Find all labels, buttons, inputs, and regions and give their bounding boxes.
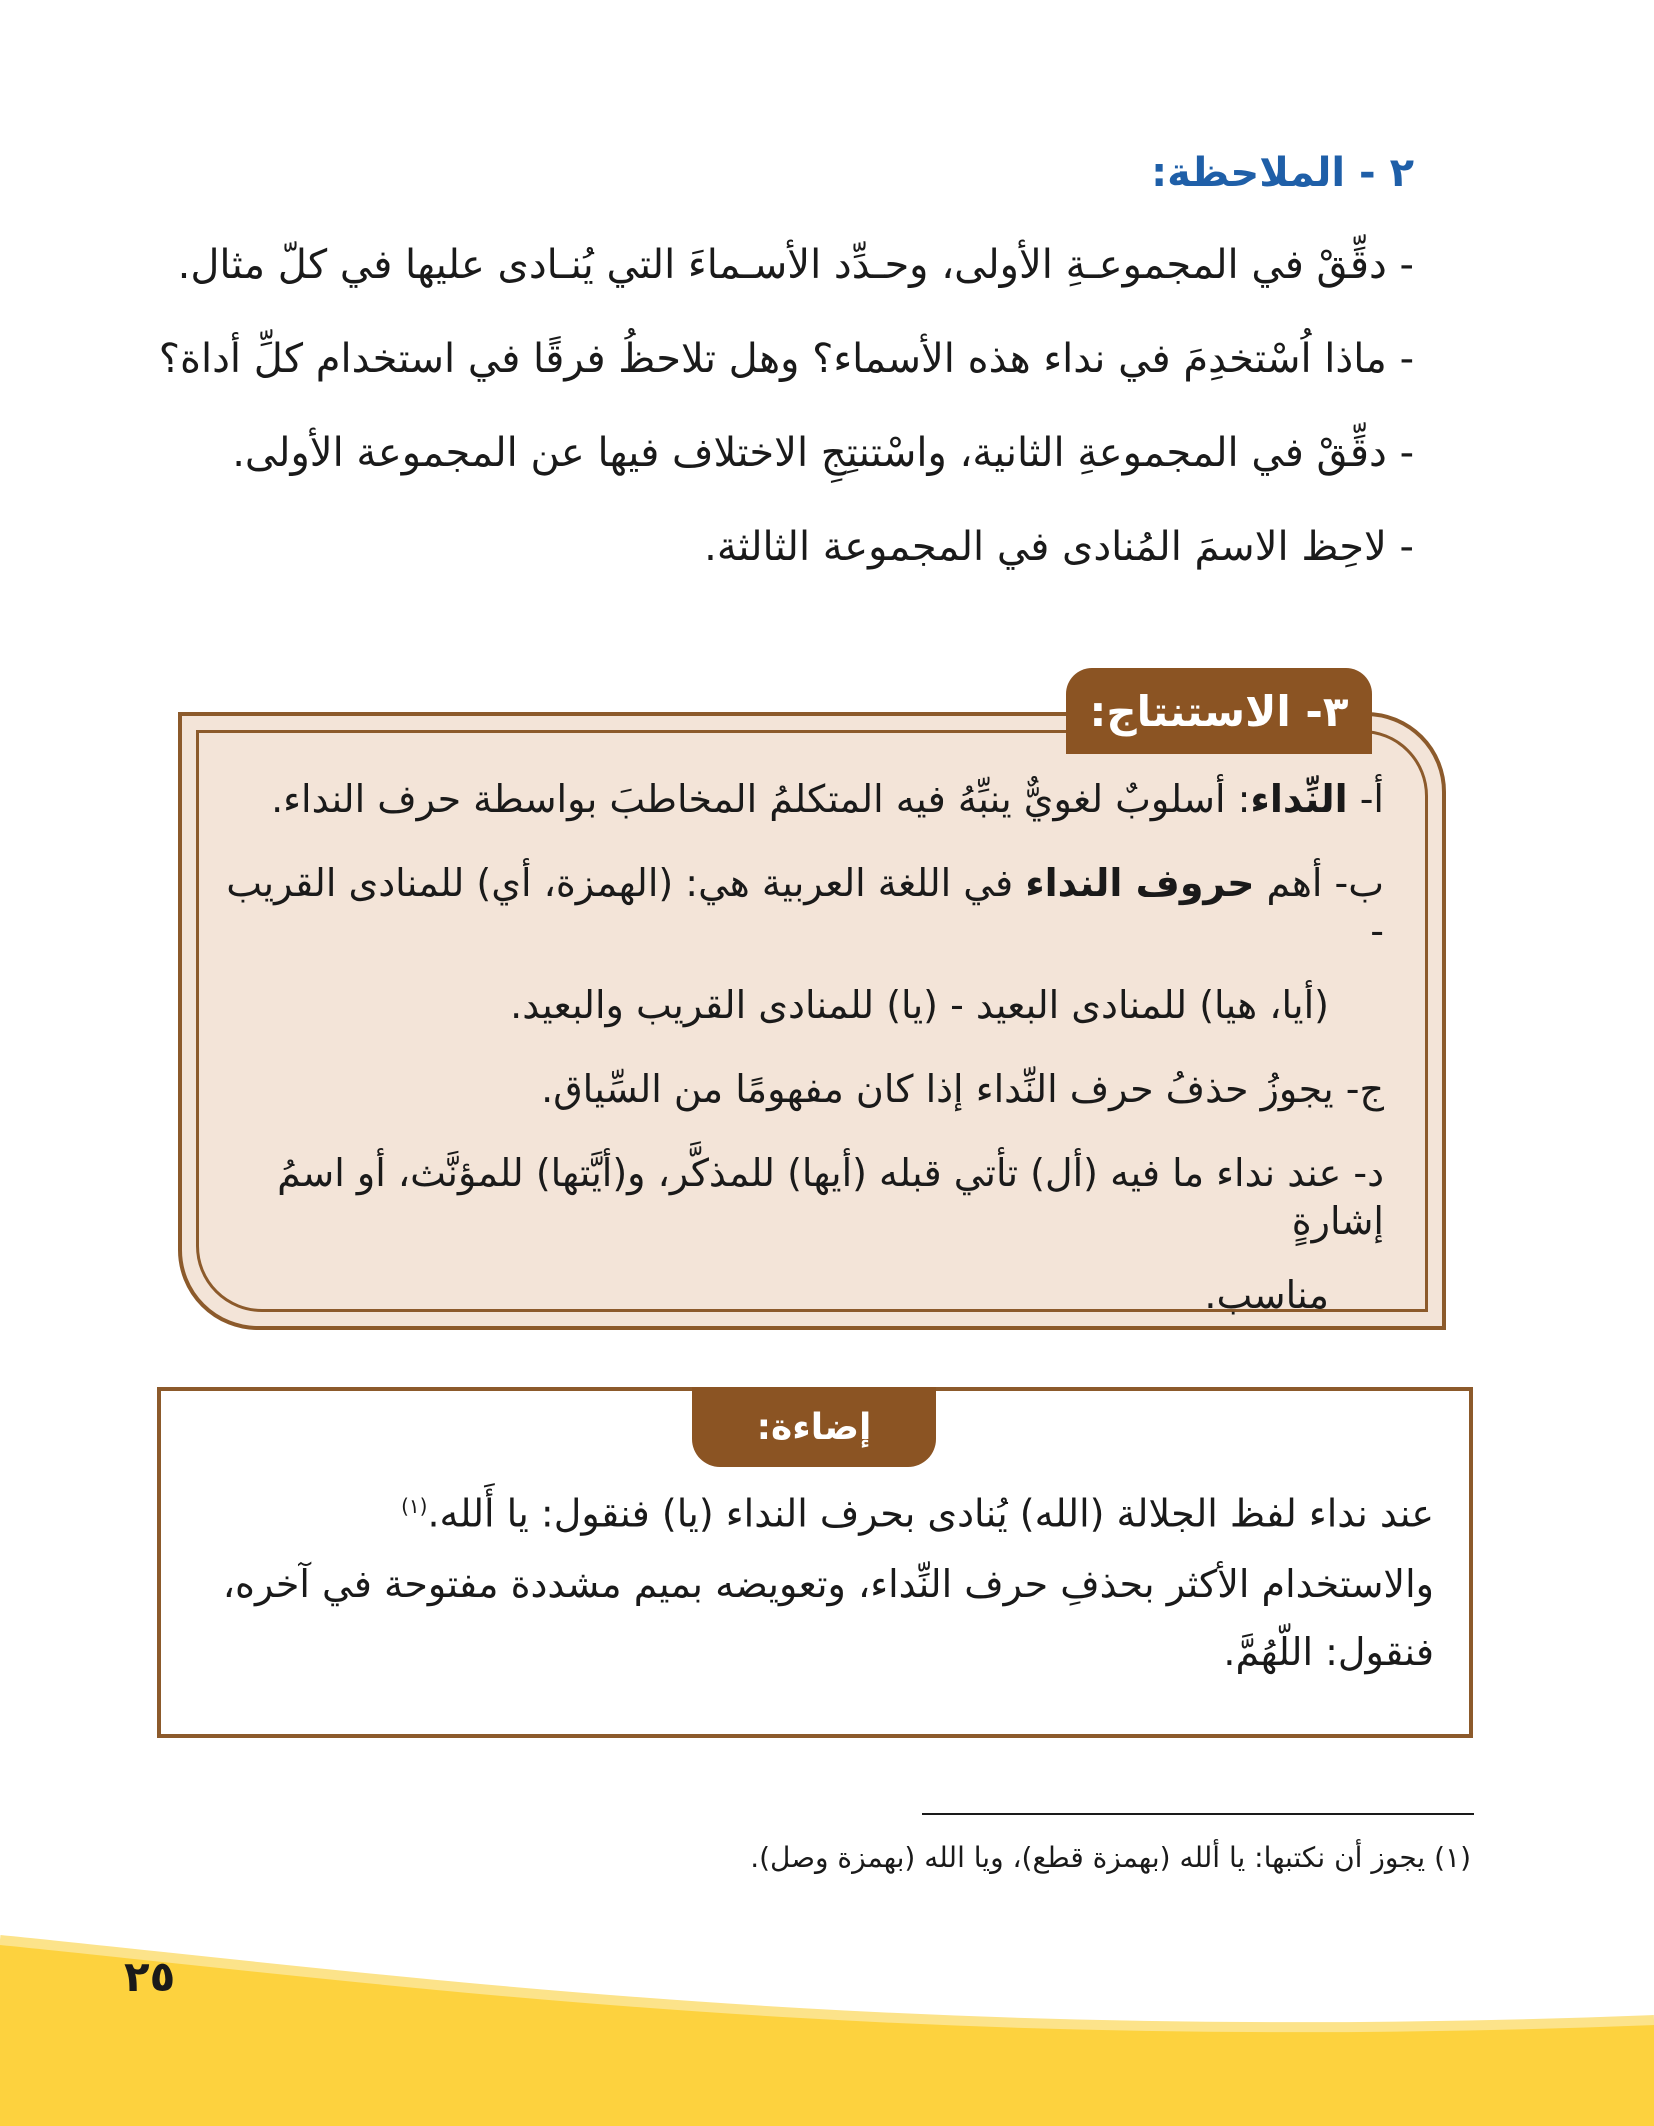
point-a-prefix: أ- xyxy=(1347,777,1384,821)
conclusion-point-b-continued: (أيا، هيا) للمنادى البعيد - (يا) للمنادى القريب والبعيد. xyxy=(510,983,1329,1027)
point-a-term: النِّداء xyxy=(1250,777,1348,821)
footnote-separator xyxy=(922,1813,1474,1815)
point-a-text: : أسلوبٌ لغويٌّ ينبِّهُ فيه المتكلمُ المخاطبَ بواسطة حرف النداء. xyxy=(271,777,1251,821)
page-number: ٢٥ xyxy=(124,1952,176,2001)
illumination-content xyxy=(200,1482,1434,1676)
observation-item: - دقِّقْ في المجموعـةِ الأولى، وحـدِّد الأسـماءَ التي يُنـادى عليها في كلّ مثال. xyxy=(177,242,1414,288)
illumination-line-3: فنقول: اللّهُمَّ. xyxy=(1223,1629,1434,1674)
illumination-line-1-text: عند نداء لفظ الجلالة (الله) يُنادى بحرف النداء (يا) فنقول: يا أَلله. xyxy=(427,1491,1434,1536)
conclusion-point-d: د- عند نداء ما فيه (أل) تأتي قبله (أيها) للمذكَّر، و(أيَّتها) للمؤنَّث، أو اسمُ إشارةٍ xyxy=(277,1151,1384,1243)
observation-item: - لاحِظ الاسمَ المُنادى في المجموعة الثالثة. xyxy=(704,524,1414,570)
illumination-line-2: والاستخدام الأكثر بحذفِ حرف النِّداء، وتعويضه بميم مشددة مفتوحة في آخره، xyxy=(222,1561,1434,1606)
point-b-text: في اللغة العربية هي: (الهمزة، أي) للمنادى القريب - xyxy=(226,861,1384,953)
footnote-marker: (١) xyxy=(401,1494,428,1518)
observation-list xyxy=(158,240,1414,616)
point-b-term: حروف النداء xyxy=(1025,861,1255,905)
bottom-wave-decoration xyxy=(0,1920,1654,2126)
conclusion-point-d-continued: مناسب. xyxy=(1204,1273,1329,1317)
conclusion-point-b xyxy=(220,859,1384,955)
observation-item: - ماذا اُسْتخدِمَ في نداء هذه الأسماء؟ وهل تلاحظُ فرقًا في استخدام كلِّ أداة؟ xyxy=(158,336,1414,382)
conclusion-point-a xyxy=(220,775,1384,823)
conclusion-content xyxy=(220,775,1384,1319)
conclusion-title-tab: ٣- الاستنتاج: xyxy=(1066,668,1372,754)
observation-item: - دقِّقْ في المجموعةِ الثانية، واسْتنتِجِ الاختلاف فيها عن المجموعة الأولى. xyxy=(232,430,1414,476)
section-observation-title: ٢ - الملاحظة: xyxy=(1151,150,1414,196)
point-b-prefix: ب- أهم xyxy=(1254,861,1384,905)
footnote: (١) يجوز أن نكتبها: يا ألله (بهمزة قطع)، ويا الله (بهمزة وصل). xyxy=(750,1841,1471,1874)
conclusion-point-c: ج- يجوزُ حذفُ حرف النِّداء إذا كان مفهومًا من السِّياق. xyxy=(541,1067,1384,1111)
illumination-line-1 xyxy=(200,1482,1434,1538)
illumination-title-tab: إضاءة: xyxy=(692,1387,936,1467)
